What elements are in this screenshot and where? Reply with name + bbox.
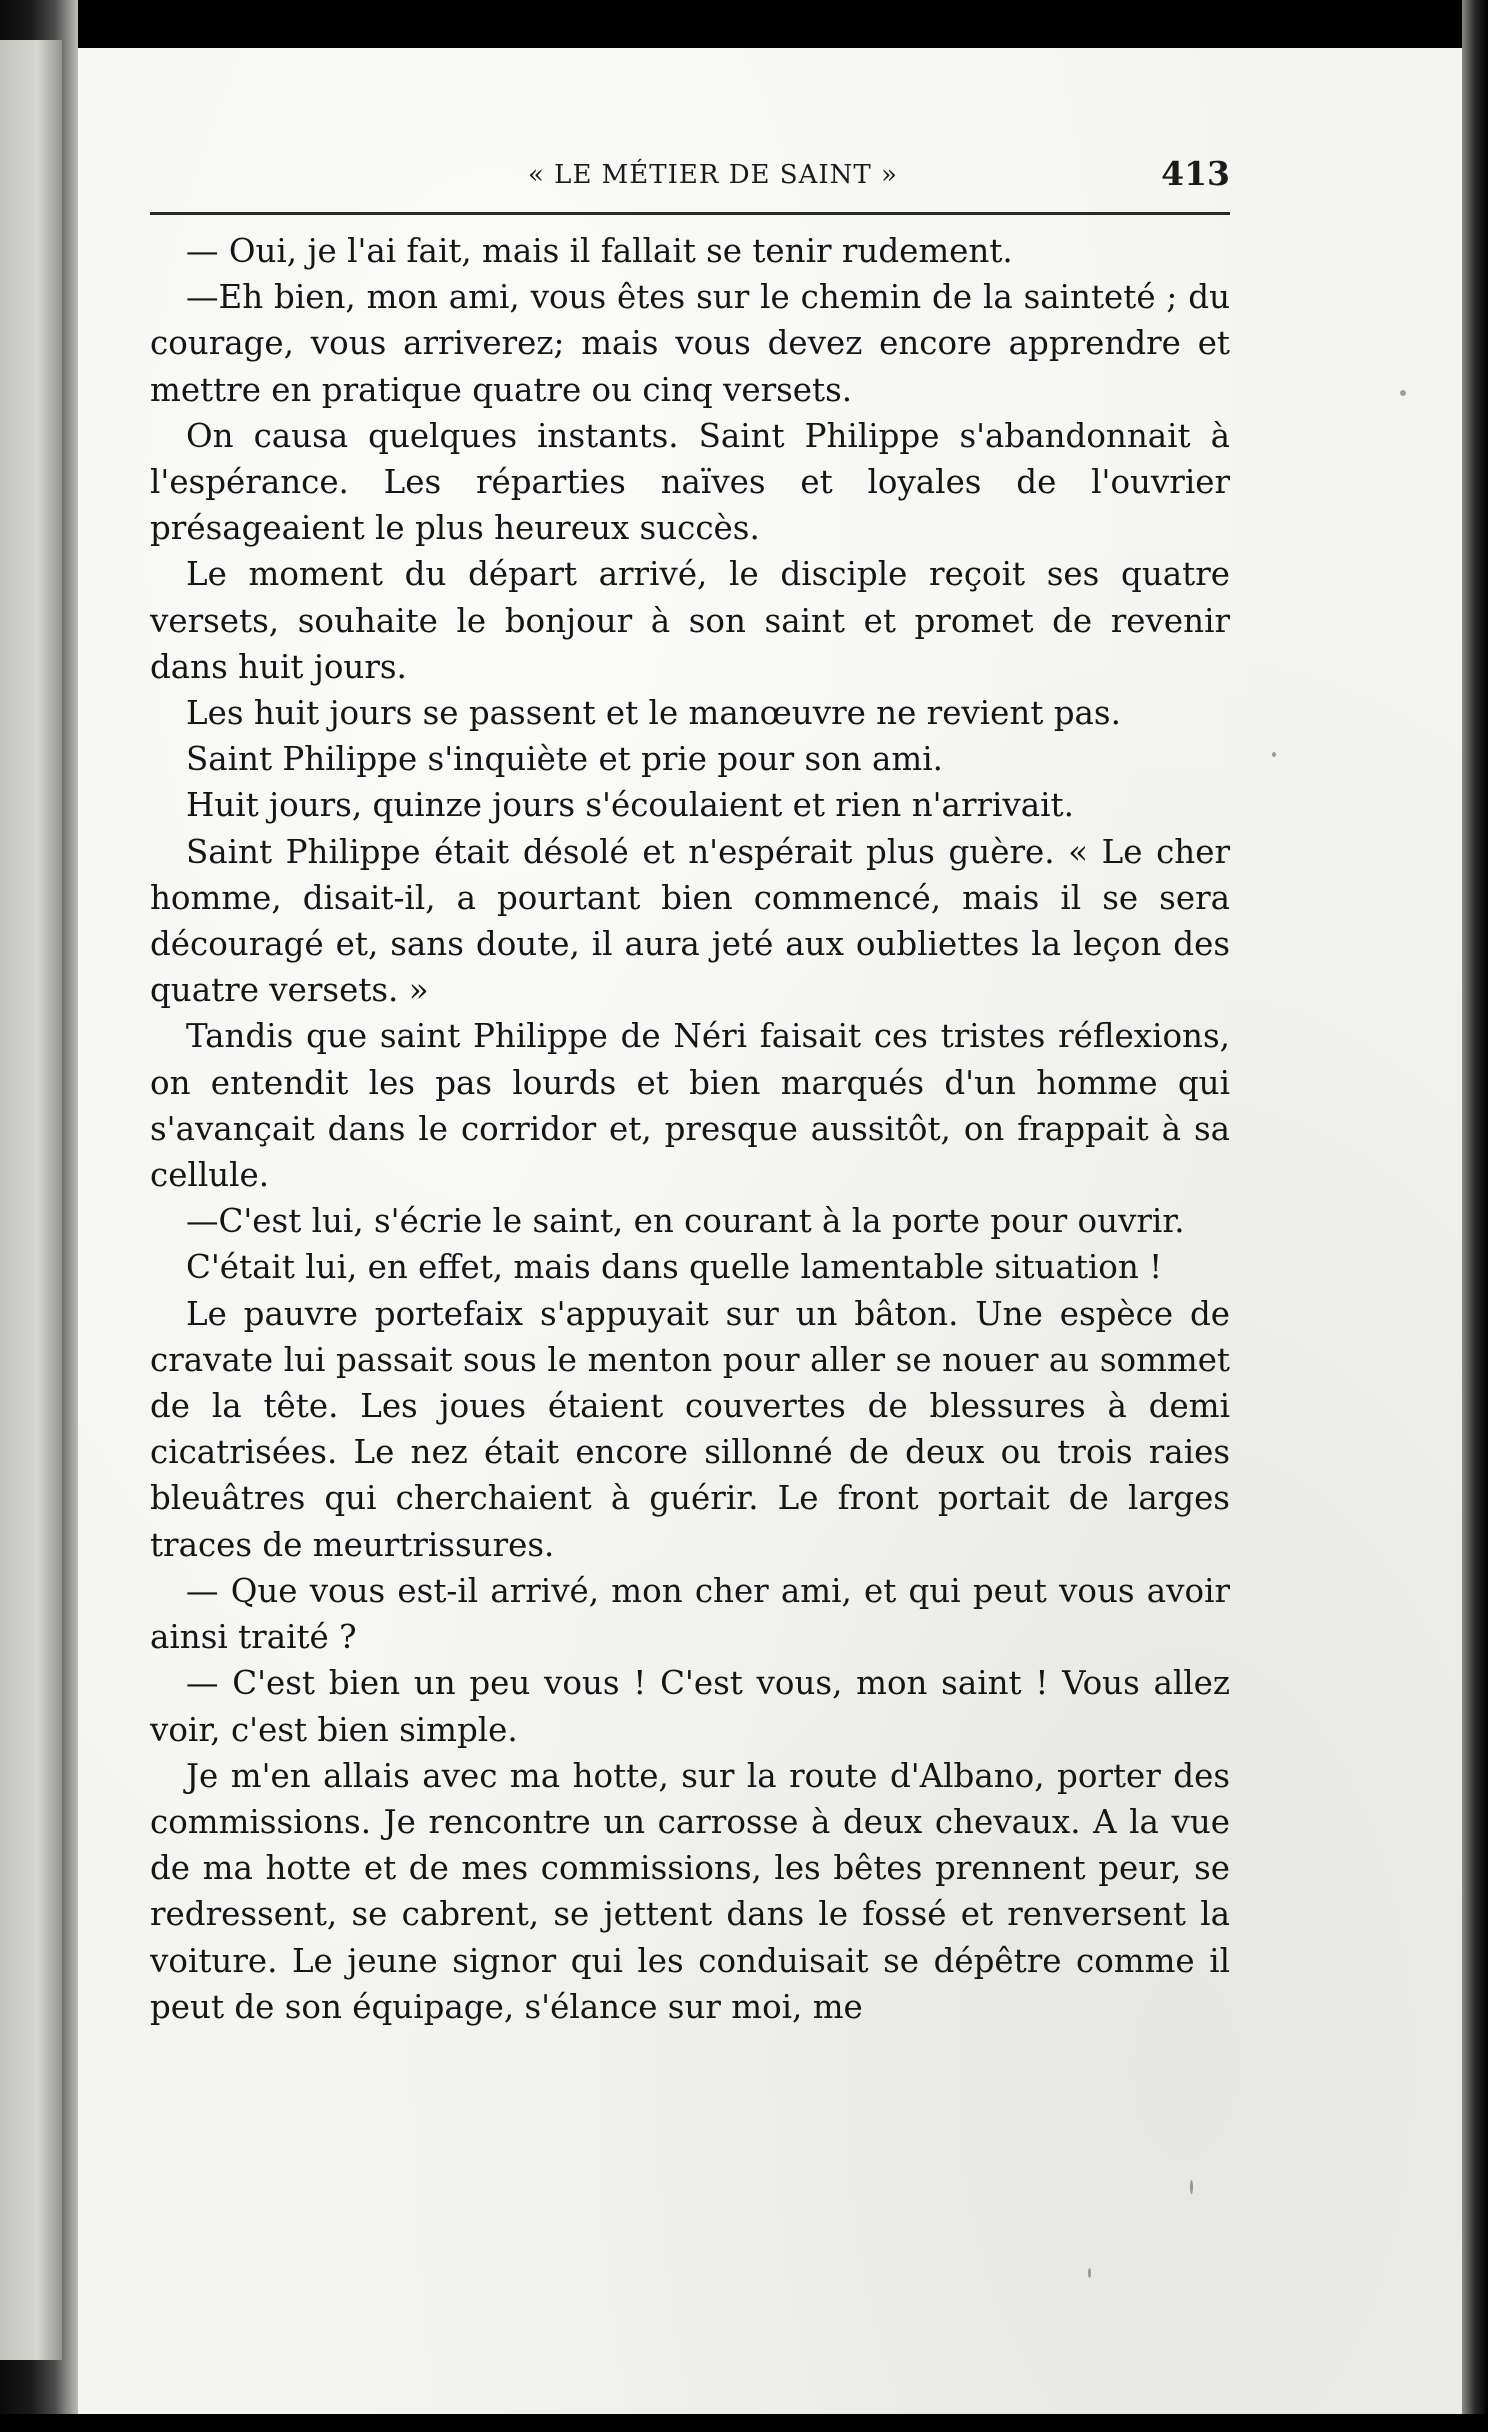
paragraph: — Que vous est-il arrivé, mon cher ami, et qui peut vous avoir ainsi traité ? [150,1571,1230,1657]
paragraph: Saint Philippe était désolé et n'espérait plus guère. « Le cher homme, disait-il, a pourtant bien commencé, mais il se sera découragé et, sans doute, il aura jeté aux oubliettes la leçon des quatre versets. » [150,832,1230,1010]
header-rule [150,212,1230,215]
paragraph: C'était lui, en effet, mais dans quelle lamentable situation ! [186,1248,1163,1287]
paragraph: Le pauvre portefaix s'appuyait sur un bâton. Une espèce de cravate lui passait sous le menton pour aller se nouer au sommet de la tête. Les joues étaient couvertes de blessures à demi cicatrisées. Le nez était encore sillonné de deux ou trois raies bleuâtres qui cherchaient à guérir. Le front portait de larges traces de meurtrissures. [150,1294,1230,1564]
paragraph: On causa quelques instants. Saint Philippe s'abandonnait à l'espérance. Les réparties naïves et loyales de l'ouvrier présageaient le plus heureux succès. [150,416,1230,548]
page-header [150,110,1230,193]
paragraph: Les huit jours se passent et le manœuvre ne revient pas. [186,694,1121,733]
ink-speck [1088,2268,1091,2278]
paragraph: Huit jours, quinze jours s'écoulaient et rien n'arrivait. [186,786,1074,825]
body-text [150,228,1230,2030]
paragraph: —C'est lui, s'écrie le saint, en courant à la porte pour ouvrir. [186,1202,1185,1241]
paragraph: — Oui, je l'ai fait, mais il fallait se tenir rudement. [186,232,1013,270]
page-bottom-edge [0,2414,1488,2432]
paragraph: Je m'en allais avec ma hotte, sur la route d'Albano, porter des commissions. Je rencontre un carrosse à deux chevaux. A la vue de ma hotte et de mes commissions, les bêtes prennent peur, se redressent, se cabrent, se jettent dans le fossé et renversent la voiture. Le jeune signor qui les conduisait se dépêtre comme il peut de son équipage, s'élance sur moi, me [150,1756,1230,2026]
running-head: « LE MÉTIER DE SAINT » [528,160,898,190]
previous-page-edge [0,40,62,2360]
paragraph: Le moment du départ arrivé, le disciple reçoit ses quatre versets, souhaite le bonjour à son saint et promet de revenir dans huit jours. [150,555,1230,686]
paragraph: —Eh bien, mon ami, vous êtes sur le chemin de la sainteté ; du courage, vous arriverez; mais vous devez encore apprendre et mettre en pratique quatre ou cinq versets. [150,278,1230,409]
ink-speck [1190,2180,1193,2194]
page-number: 413 [1161,154,1230,193]
ink-speck [1272,752,1276,757]
paragraph: Tandis que saint Philippe de Néri faisait ces tristes réflexions, on entendit les pas lourds et bien marqués d'un homme qui s'avançait dans le corridor et, presque aussitôt, on frappait à sa cellule. [150,1017,1230,1195]
paragraph: Saint Philippe s'inquiète et prie pour son ami. [186,740,943,779]
page-right-edge [1462,0,1488,2432]
paragraph: — C'est bien un peu vous ! C'est vous, mon saint ! Vous allez voir, c'est bien simple. [150,1664,1230,1749]
ink-speck [1400,390,1406,396]
